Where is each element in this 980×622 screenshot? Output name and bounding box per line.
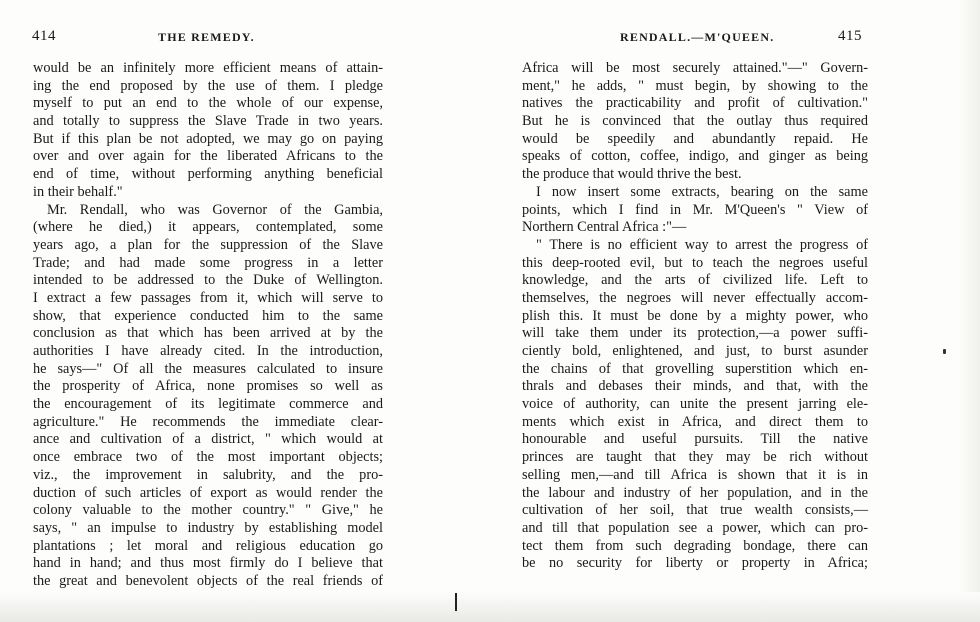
text-line: But if this plan be not adopted, we may go on paying — [33, 130, 383, 147]
text-line: would be speedily and abundantly repaid. He — [522, 130, 868, 147]
text-line: tect them from such degrading bondage, there can — [522, 537, 868, 554]
text-line: cultivation of her soil, that true wealth consists,— — [522, 502, 868, 519]
text-line: authorities I have already cited. In the introduction, — [33, 343, 383, 359]
text-line: selling men,—and till Africa is shown that it is in — [522, 466, 868, 483]
text-line: show, that experience conducted him to the same — [33, 307, 383, 324]
text-line: duction of such articles of export as would render the — [33, 484, 383, 501]
right-running-title: RENDALL.—M'QUEEN. — [620, 30, 775, 44]
text-line: the chains of that grovelling superstition which en- — [522, 360, 868, 377]
text-line: Trade; and had made some progress in a letter — [33, 254, 383, 271]
text-line: ance and cultivation of a district, " which would at — [33, 431, 383, 448]
text-line: the prosperity of Africa, none promises so well as — [33, 378, 383, 395]
text-line: I now insert some extracts, bearing on the same — [536, 183, 868, 200]
text-line: thrals and debases their minds, and that, with the — [522, 378, 868, 395]
text-line: this deep-rooted evil, but to teach the negroes useful — [522, 254, 868, 271]
text-line: (where he died,) it appears, contemplated, some — [33, 219, 383, 236]
right-page-text — [522, 60, 868, 573]
text-line: intended to be addressed to the Duke of Wellington. — [33, 272, 383, 289]
text-line: points, which I find in Mr. M'Queen's " View of — [522, 201, 868, 218]
text-line: and till that population see a power, which can pro- — [522, 519, 868, 536]
text-line: honourable and useful pursuits. Till the native — [522, 431, 868, 448]
text-line: the encouragement of its legitimate commerce and — [33, 396, 383, 413]
text-line: in their behalf." — [33, 183, 123, 200]
text-line: end of time, without performing anything beneficial — [33, 166, 383, 183]
text-line: plish this. It must be done by a mighty power, who — [522, 307, 868, 324]
text-line: myself to put an end to the whole of our expense, — [33, 95, 383, 112]
scan-bottom-shadow — [0, 592, 980, 622]
text-line: over and over again for the liberated Africans to the — [33, 148, 383, 165]
text-line: ciently bold, enlightened, and just, to burst asunder — [522, 343, 868, 359]
text-line: and totally to suppress the Slave Trade in two years. — [33, 113, 383, 130]
text-line: years ago, a plan for the suppression of the Slave — [33, 236, 383, 253]
text-line: But he is convinced that the outlay thus required — [522, 113, 868, 130]
right-page-number: 415 — [838, 28, 862, 44]
text-line: hand in hand; and thus most firmly do I believe that — [33, 555, 383, 572]
page-edge-shadow — [958, 0, 980, 622]
text-line: viz., the improvement in salubrity, and the pro- — [33, 466, 383, 483]
left-running-title: THE REMEDY. — [158, 30, 255, 44]
text-line: ments which exist in Africa, and direct them to — [522, 413, 868, 430]
text-line: colony valuable to the mother country." " Give," he — [33, 502, 383, 519]
text-line: I extract a few passages from it, which will serve to — [33, 289, 383, 306]
text-line: would be an infinitely more efficient means of attain- — [33, 60, 383, 76]
text-line: Northern Central Africa :"— — [522, 219, 687, 236]
text-line: knowledge, and the arts of civilized life. Left to — [522, 272, 868, 289]
text-line: ing the end proposed by the use of them. I pledge — [33, 77, 383, 94]
text-line: conclusion as that which has been arrived at by the — [33, 325, 383, 342]
text-line: themselves, the negroes will never effectually accom- — [522, 289, 868, 306]
text-line: agriculture." He recommends the immediate clear- — [33, 413, 383, 430]
text-line: the produce that would thrive the best. — [522, 166, 742, 183]
left-page — [0, 0, 470, 600]
text-line: plantations ; let moral and religious education go — [33, 537, 383, 554]
text-line: Africa will be most securely attained."—" Govern- — [522, 60, 868, 76]
gutter-mark — [455, 593, 457, 611]
left-page-number: 414 — [32, 28, 56, 44]
text-line: says, " an impulse to industry by establishing model — [33, 519, 383, 536]
left-page-text — [33, 60, 383, 591]
text-line: the labour and industry of her population, and in the — [522, 484, 868, 501]
text-line: the great and benevolent objects of the real friends of — [33, 572, 383, 589]
text-line: ment," he adds, " must begin, by showing to the — [522, 77, 868, 94]
text-line: voice of authority, can unite the present jarring ele- — [522, 396, 868, 413]
text-line: princes are taught that they may be rich without — [522, 449, 868, 466]
text-line: be no security for liberty or property in Africa; — [522, 555, 868, 572]
text-line: Mr. Rendall, who was Governor of the Gambia, — [47, 201, 383, 218]
text-line: he says—" Of all the measures calculated to insure — [33, 360, 383, 377]
text-line: will take them under its protection,—a power suffi- — [522, 325, 868, 342]
right-page — [490, 0, 980, 600]
ink-speck — [943, 349, 946, 354]
text-line: once embrace two of the most important objects; — [33, 449, 383, 466]
text-line: speaks of cotton, coffee, indigo, and ginger as being — [522, 148, 868, 165]
text-line: natives the practicability and profit of cultivation." — [522, 95, 868, 112]
text-line: " There is no efficient way to arrest the progress of — [536, 236, 868, 253]
